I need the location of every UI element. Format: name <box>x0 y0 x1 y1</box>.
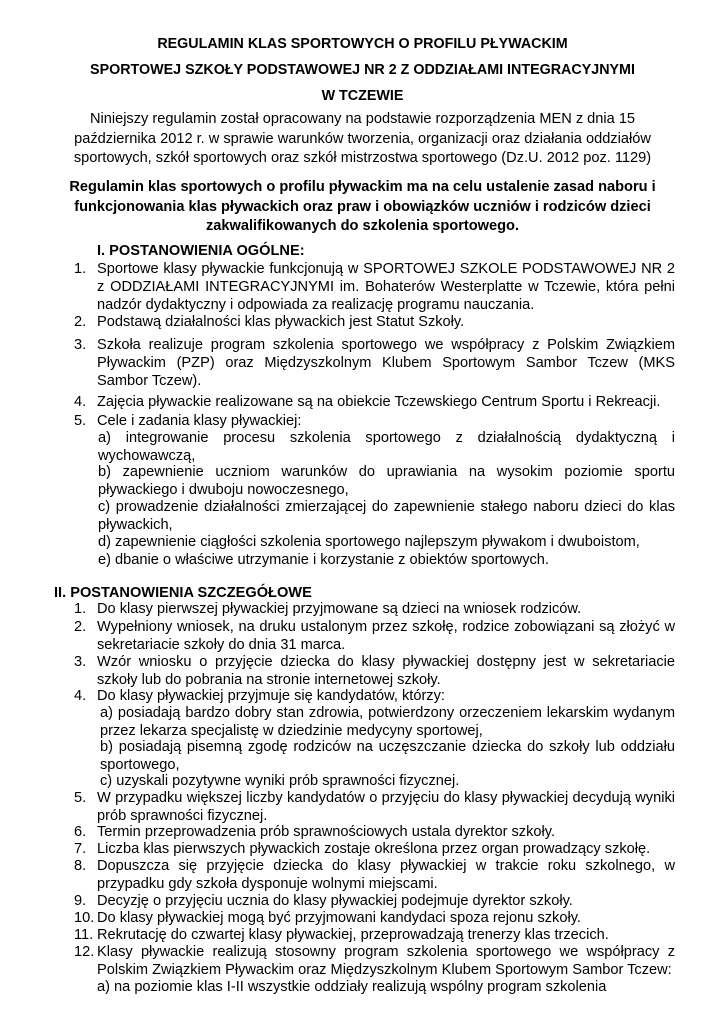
list-item-text: Do klasy pływackiej mogą być przyjmowani kandydaci spoza rejonu szkoły. <box>97 910 581 926</box>
list-item-text: Sportowe klasy pływackie funkcjonują w SPORTOWEJ SZKOLE PODSTAWOWEJ NR 2 z ODDZIAŁAMI INTEGRACYJNYMI im. Bohaterów Westerplatte w Tczewie, która pełni nadzór dydaktyczny i odpowiada za realizację programu nauczania. <box>97 261 675 313</box>
list-item-text: Do klasy pierwszej pływackiej przyjmowane są dzieci na wniosek rodziców. <box>97 601 582 617</box>
document-title-line-3: W TCZEWIE <box>321 88 404 104</box>
list-item-number: 9. <box>74 893 87 909</box>
list-item-number: 1. <box>74 601 87 617</box>
list-item-number: 2. <box>74 314 87 330</box>
list-item-text: Do klasy pływackiej przyjmuje się kandydatów, którzy: <box>97 688 445 704</box>
section-2-heading: II. POSTANOWIENIA SZCZEGÓŁOWE <box>54 585 312 601</box>
list-item-text: Podstawą działalności klas pływackich jest Statut Szkoły. <box>97 314 465 330</box>
sub-item: a) na poziomie klas I-II wszystkie oddziały realizują wspólny program szkolenia <box>97 979 607 995</box>
sub-item: a) integrowanie procesu szkolenia sportowego z działalnością dydaktyczną i wychowawczą, <box>98 430 675 464</box>
list-item <box>74 654 675 690</box>
list-item <box>74 314 675 332</box>
list-item-text: Zajęcia pływackie realizowane są na obiekcie Tczewskiego Centrum Sportu i Rekreacji. <box>97 394 661 410</box>
intro-paragraph: Niniejszy regulamin został opracowany na podstawie rozporządzenia MEN z dnia 15 października 2012 r. w sprawie warunków tworzenia, organizacji oraz działania oddziałów sportowych, szkół sportowych oraz szkół mistrzostwa sportowego (Dz.U. 2012 poz. 1129) <box>73 111 652 166</box>
sub-item: c) prowadzenie działalności zmierzającej do zapewnienie stałego naboru dzieci do klas pływackich, <box>98 499 675 533</box>
sub-item: b) posiadają pisemną zgodę rodziców na uczęszczanie dziecka do szkoły lub oddziału sportowego, <box>100 739 675 773</box>
sub-item: a) posiadają bardzo dobry stan zdrowia, potwierdzony orzeczeniem lekarskim wydanym przez lekarza specjalistę w dziedzinie medycyny sportowej, <box>100 705 675 739</box>
list-item <box>74 413 675 431</box>
list-item-text: Liczba klas pierwszych pływackich zostaje określona przez organ prowadzący szkołę. <box>97 841 651 857</box>
goal-paragraph: Regulamin klas sportowych o profilu pływackim ma na celu ustalenie zasad naboru i funkcjonowania klas pływackich oraz praw i obowiązków uczniów i rodziców dzieci zakwalifikowanych do szkolenia sportowego. <box>69 179 656 234</box>
list-item-number: 5. <box>74 413 87 429</box>
list-item-number: 12. <box>74 944 95 960</box>
sub-item: d) zapewnienie ciągłości szkolenia sportowego najlepszym pływakom i dwuboistom, <box>98 534 640 550</box>
list-item-text: Rekrutację do czwartej klasy pływackiej, przeprowadzają trenerzy klas trzecich. <box>97 927 609 943</box>
list-item-number: 8. <box>74 858 87 874</box>
list-item-number: 1. <box>74 261 87 277</box>
document-title-line-1: REGULAMIN KLAS SPORTOWYCH O PROFILU PŁYWACKIM <box>157 36 568 52</box>
sub-item: b) zapewnienie uczniom warunków do uprawiania na wysokim poziomie sportu pływackiego i dwuboju nowoczesnego, <box>98 464 675 498</box>
list-item-text: Termin przeprowadzenia prób sprawnościowych ustala dyrektor szkoły. <box>97 824 556 840</box>
section-1-heading: I. POSTANOWIENIA OGÓLNE: <box>97 243 305 259</box>
document-title-line-2: SPORTOWEJ SZKOŁY PODSTAWOWEJ NR 2 Z ODDZIAŁAMI INTEGRACYJNYMI <box>90 62 635 78</box>
sub-item: c) uzyskali pozytywne wyniki prób sprawności fizycznej. <box>100 773 460 789</box>
list-item <box>74 337 675 390</box>
list-item-text: Dopuszcza się przyjęcie dziecka do klasy pływackiej w trakcie roku szkolnego, w przypadku gdy szkoła dysponuje wolnymi miejscami. <box>97 858 675 892</box>
list-item <box>74 841 675 859</box>
list-item-number: 10. <box>74 910 95 926</box>
list-item <box>74 910 675 928</box>
list-item-number: 4. <box>74 688 87 704</box>
list-item-number: 2. <box>74 619 87 635</box>
list-item-number: 3. <box>74 337 87 353</box>
list-item <box>74 688 675 706</box>
list-item <box>74 927 675 945</box>
list-item <box>74 261 675 314</box>
sub-item: e) dbanie o właściwe utrzymanie i korzystanie z obiektów sportowych. <box>98 552 549 568</box>
list-item <box>74 619 675 655</box>
list-item <box>74 944 675 980</box>
list-item-text: Decyzję o przyjęciu ucznia do klasy pływackiej podejmuje dyrektor szkoły. <box>97 893 573 909</box>
list-item <box>74 601 675 619</box>
list-item <box>74 394 675 412</box>
list-item-number: 11. <box>74 927 94 943</box>
list-item-text: Szkoła realizuje program szkolenia sportowego we współpracy z Polskim Związkiem Pływackim (PZP) oraz Międzyszkolnym Klubem Sportowym Sambor Tczew (MKS Sambor Tczew). <box>97 337 675 389</box>
list-item-text: Klasy pływackie realizują stosowny program szkolenia sportowego we współpracy z Polskim Związkiem Pływackim oraz Międzyszkolnym Klubem Sportowym Sambor Tczew: <box>97 944 675 978</box>
list-item-number: 3. <box>74 654 87 670</box>
list-item-number: 7. <box>74 841 87 857</box>
list-item-number: 4. <box>74 394 87 410</box>
list-item-text: Cele i zadania klasy pływackiej: <box>97 413 302 429</box>
list-item-text: Wzór wniosku o przyjęcie dziecka do klasy pływackiej dostępny jest w sekretariacie szkoły lub do pobrania na stronie internetowej szkoły. <box>97 654 675 688</box>
list-item <box>74 790 675 826</box>
list-item <box>74 858 675 894</box>
list-item-text: W przypadku większej liczby kandydatów o przyjęciu do klasy pływackiej decydują wyniki prób sprawności fizycznej. <box>97 790 675 824</box>
list-item-text: Wypełniony wniosek, na druku ustalonym przez szkołę, rodzice zobowiązani są złożyć w sekretariacie szkoły do dnia 31 marca. <box>97 619 675 653</box>
list-item-number: 5. <box>74 790 87 806</box>
list-item-number: 6. <box>74 824 87 840</box>
list-item <box>74 824 675 842</box>
list-item <box>74 893 675 911</box>
